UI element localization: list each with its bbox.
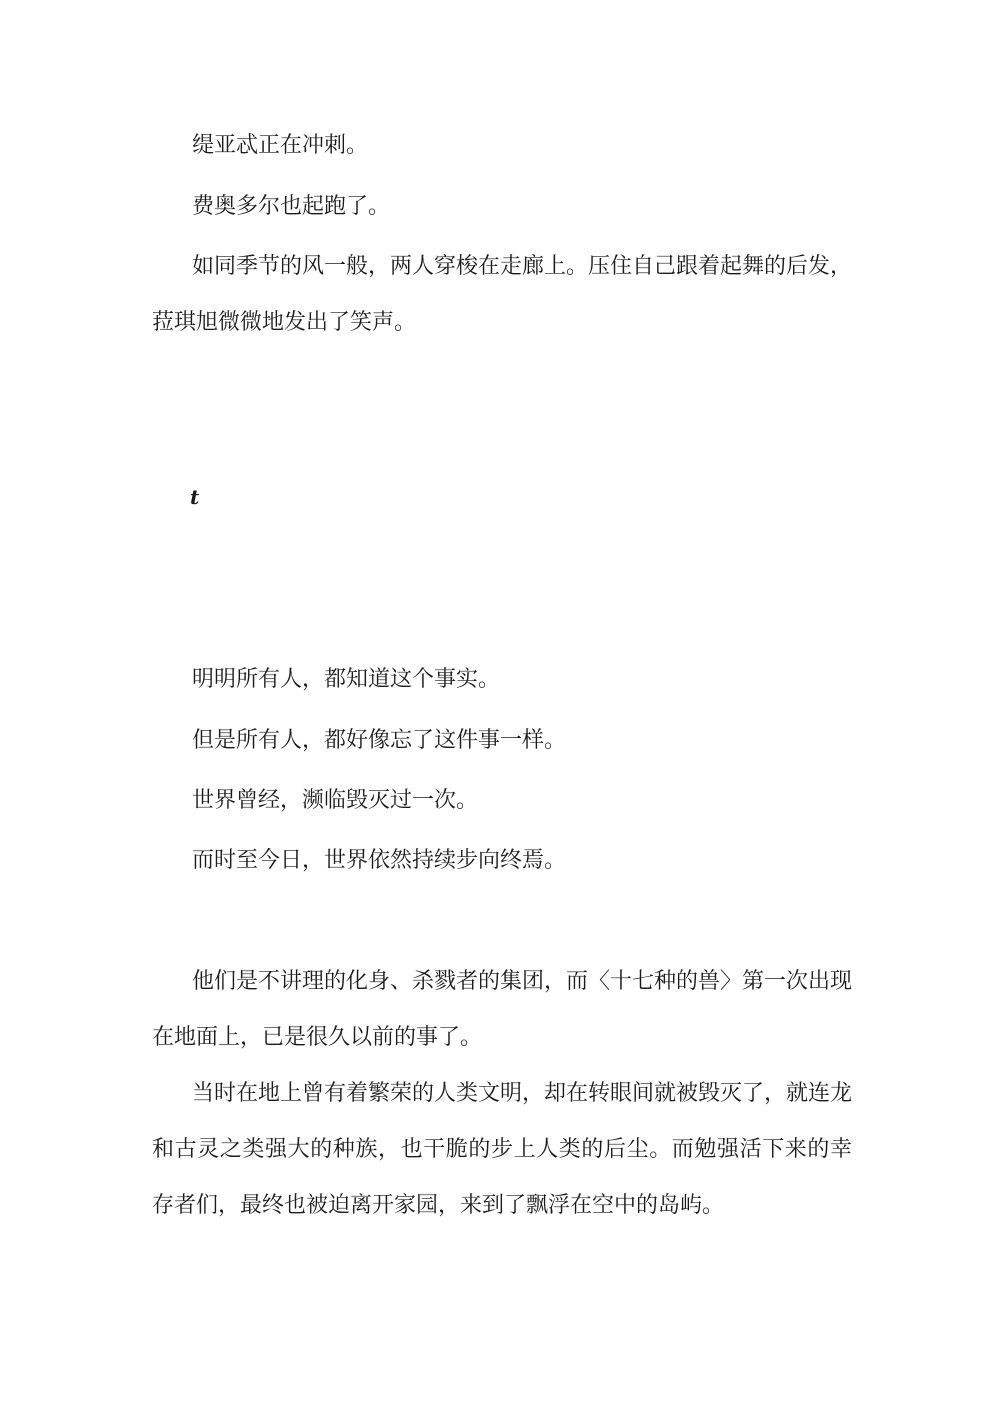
- paragraph-4: 明明所有人，都知道这个事实。: [192, 667, 501, 692]
- paragraph-8: 他们是不讲理的化身、杀戮者的集团，而〈十七种的兽〉第一次出现在地面上，已是很久以前的事了。: [152, 969, 853, 1050]
- section-break-mark: t: [190, 485, 200, 509]
- paragraph-7: 而时至今日，世界依然持续步向终焉。: [192, 848, 567, 873]
- paragraph-3: 如同季节的风一般，两人穿梭在走廊上。压住自己跟着起舞的后发，菈琪旭微微地发出了笑声。: [152, 254, 853, 335]
- paragraph-9: 当时在地上曾有着繁荣的人类文明，却在转眼间就被毁灭了，就连龙和古灵之类强大的种族，也干脆的步上人类的后尘。而勉强活下来的幸存者们，最终也被迫离开家园，来到了飘浮在空中的岛屿。: [152, 1081, 853, 1218]
- paragraph-5: 但是所有人，都好像忘了这件事一样。: [192, 728, 567, 753]
- paragraph-6: 世界曾经，濒临毁灭过一次。: [192, 788, 479, 813]
- paragraph-2: 费奥多尔也起跑了。: [192, 194, 391, 219]
- paragraph-1: 缇亚忒正在冲刺。: [192, 133, 369, 158]
